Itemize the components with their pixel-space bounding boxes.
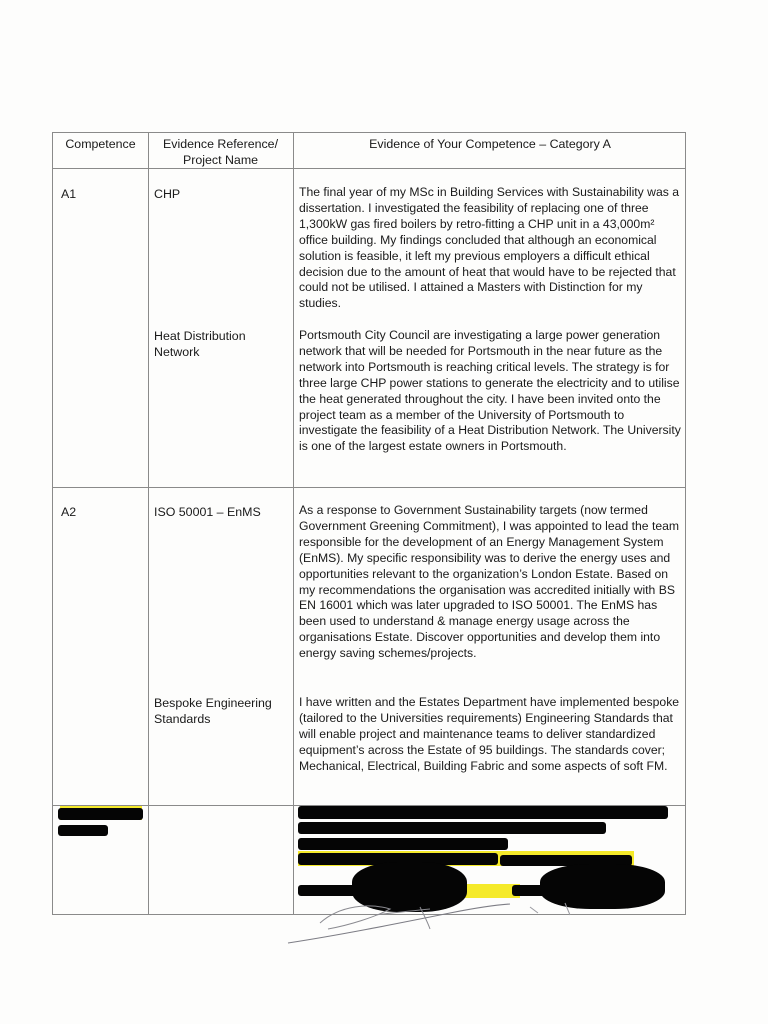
redaction-bar bbox=[58, 825, 108, 836]
column-divider bbox=[148, 133, 149, 914]
competence-code: A2 bbox=[61, 505, 77, 519]
header-competence: Competence bbox=[65, 137, 136, 151]
evidence-text: Portsmouth City Council are investigating a large power generation network that will be needed for Portsmouth in the near future as the network into Portsmouth is reaching critical levels. The strategy is for three large CHP power stations to generate the electricity and to utilise the heat generated throughout the city. I have been invited onto the project team as a member of the University of Portsmouth to investigate the feasibility of a Heat Distribution Network. The University is one of the largest estate owners in Portsmouth. bbox=[299, 328, 681, 454]
evidence-text: I have written and the Estates Department have implemented bespoke (tailored to the Universities requirements) Engineering Standards that will enable project and maintenance teams to deliver standardized equipment’s across the Estate of 95 buildings. The standards cover; Mechanical, Electrical, Building Fabric and some aspects of soft FM. bbox=[299, 695, 680, 773]
project-name: ISO 50001 – EnMS bbox=[154, 505, 261, 519]
signature-scribble bbox=[280, 895, 610, 955]
project-name: CHP bbox=[154, 187, 181, 201]
header-evidence-reference: Evidence Reference/ Project Name bbox=[162, 137, 279, 167]
project-name: Bespoke Engineering Standards bbox=[154, 696, 272, 726]
project-name: Heat Distribution Network bbox=[154, 329, 246, 359]
redaction-bar bbox=[58, 808, 143, 820]
evidence-text: The final year of my MSc in Building Services with Sustainability was a dissertation. I investigated the feasibility of replacing one of three 1,300kW gas fired boilers by retro-fitting a CHP unit in a 43,000m² office building. My findings concluded that although an economical solution is feasible, it left my previous employers a difficult ethical decision due to the amount of heat that would have to be rejected that could not be utilised. I attained a Masters with Distinction for my studies. bbox=[299, 185, 680, 311]
competence-code: A1 bbox=[61, 187, 77, 201]
row-divider bbox=[53, 487, 685, 488]
redaction-bar bbox=[298, 822, 606, 834]
evidence-text: As a response to Government Sustainability targets (now termed Government Greening Commitment), I was appointed to lead the team responsible for the development of an Energy Management System (EnMS). My specific responsibility was to derive the energy uses and opportunities relevant to the organization’s London Estate. Based on my recommendations the organisation was accredited initially with BS EN 16001 which was later upgraded to ISO 50001. The EnMS has been used to understand & manage energy usage across the organisations Estate. Discover opportunities and develop them into energy saving schemes/projects. bbox=[299, 503, 680, 661]
column-divider bbox=[293, 133, 294, 914]
redaction-bar bbox=[298, 838, 508, 850]
header-evidence: Evidence of Your Competence – Category A bbox=[369, 137, 611, 151]
redaction-bar bbox=[298, 806, 668, 819]
competence-table bbox=[52, 132, 686, 915]
header-divider bbox=[53, 168, 685, 169]
